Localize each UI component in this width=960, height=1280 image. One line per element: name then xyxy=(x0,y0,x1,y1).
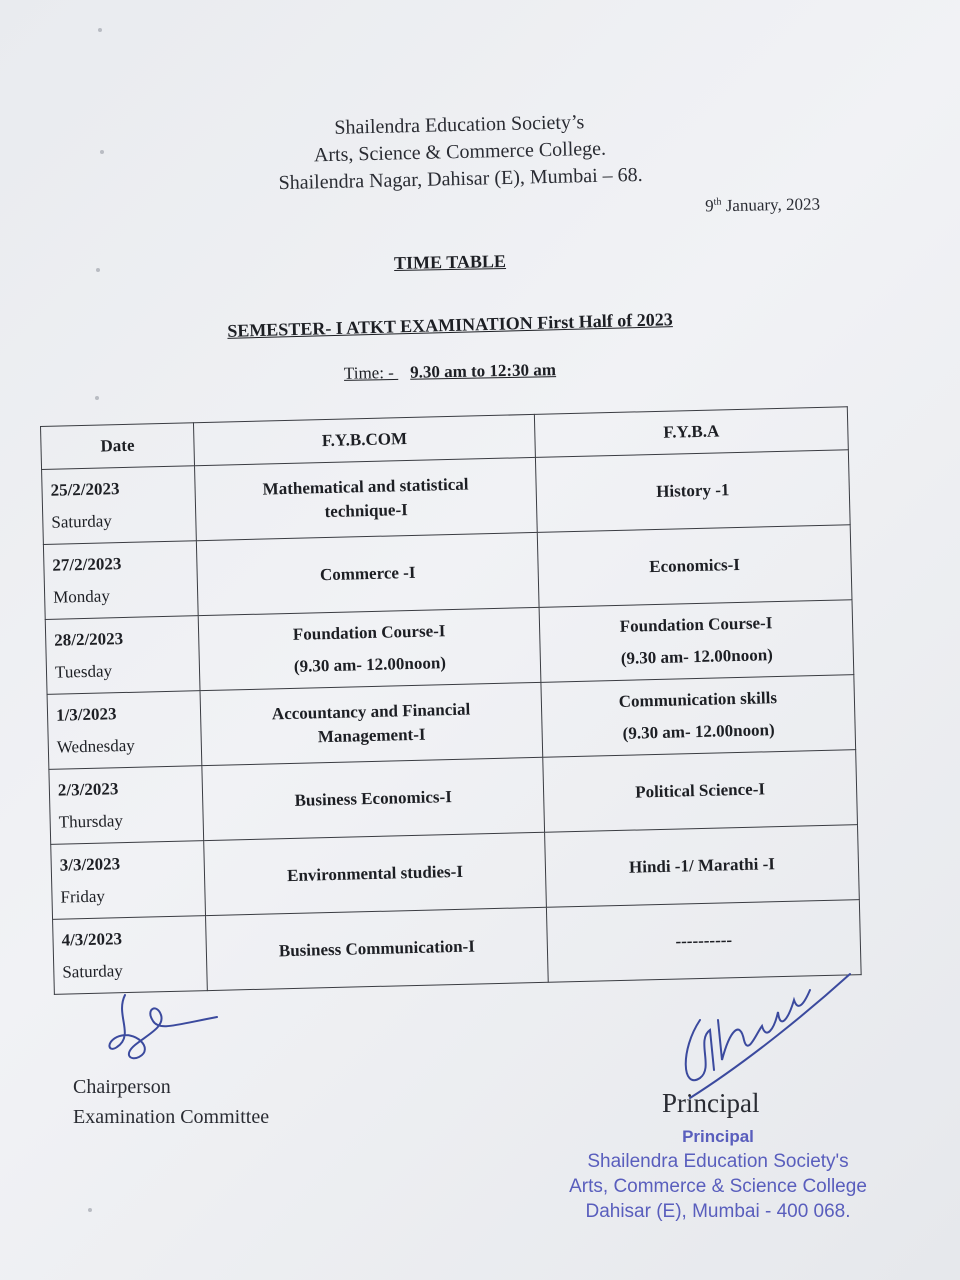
principal-signature xyxy=(670,960,860,1100)
stamp-society: Shailendra Education Society's xyxy=(587,1151,849,1172)
date-cell: 1/3/2023 Wednesday xyxy=(47,691,202,770)
principal-title: Principal xyxy=(662,1088,760,1118)
fyba-subject: ---------- xyxy=(546,900,861,983)
fybcom-subject: Foundation Course-I (9.30 am- 12.00noon) xyxy=(198,607,541,690)
fyba-subject: Foundation Course-I (9.30 am- 12.00noon) xyxy=(539,600,854,683)
signature-stroke xyxy=(686,974,850,1098)
fyba-subject: Political Science-I xyxy=(543,750,858,833)
header-date: Date xyxy=(41,423,195,470)
society-name: Shailendra Education Society’s xyxy=(334,111,585,139)
header-fyba: F.Y.B.A xyxy=(534,407,848,458)
college-name: Arts, Science & Commerce College. xyxy=(313,137,607,167)
fybcom-subject: Accountancy and Financial Management-I xyxy=(200,682,543,765)
chairperson-signature xyxy=(95,985,235,1065)
fyba-subject: Communication skills (9.30 am- 12.00noon) xyxy=(541,675,856,758)
college-stamp xyxy=(548,1124,888,1224)
stamp-title: Principal xyxy=(682,1127,754,1146)
chairperson-title: Chairperson xyxy=(73,1076,171,1098)
paper-speck xyxy=(96,268,100,272)
exam-time xyxy=(300,359,600,384)
fybcom-subject: Mathematical and statistical technique-I xyxy=(195,457,538,540)
stamp-address: Dahisar (E), Mumbai - 400 068. xyxy=(585,1201,851,1222)
college-address: Shailendra Nagar, Dahisar (E), Mumbai – 68. xyxy=(278,163,643,195)
date-cell: 27/2/2023 Monday xyxy=(43,541,198,620)
date-cell: 2/3/2023 Thursday xyxy=(49,766,204,845)
paper-speck xyxy=(88,1208,92,1212)
date-cell: 25/2/2023 Saturday xyxy=(42,466,197,545)
exam-title: SEMESTER- I ATKT EXAMINATION First Half of 2023 xyxy=(227,309,673,341)
fybcom-subject: Business Communication-I xyxy=(206,907,549,990)
fyba-subject: Economics-I xyxy=(537,525,852,608)
issue-date: 9th January, 2023 xyxy=(705,194,821,216)
fybcom-subject: Commerce -I xyxy=(196,532,539,615)
header-fybcom: F.Y.B.COM xyxy=(193,414,535,465)
college-header xyxy=(239,107,681,198)
fyba-subject: Hindi -1/ Marathi -I xyxy=(545,825,860,908)
date-cell: 4/3/2023 Saturday xyxy=(53,916,208,995)
paper-speck xyxy=(95,396,99,400)
date-cell: 28/2/2023 Tuesday xyxy=(45,616,200,695)
fyba-subject: History -1 xyxy=(535,450,850,533)
date-cell: 3/3/2023 Friday xyxy=(51,841,206,920)
time-label: Time: - xyxy=(343,362,395,383)
signature-stroke xyxy=(109,995,217,1058)
stamp-college: Arts, Commerce & Science College xyxy=(569,1176,867,1197)
fybcom-subject: Business Economics-I xyxy=(202,757,545,840)
paper-speck xyxy=(98,28,102,32)
fybcom-subject: Environmental studies-I xyxy=(204,832,547,915)
time-value: 9.30 am to 12:30 am xyxy=(409,360,557,382)
chairperson-block xyxy=(73,1072,269,1132)
committee-name: Examination Committee xyxy=(73,1106,270,1128)
timetable-title: TIME TABLE xyxy=(393,251,507,273)
paper-speck xyxy=(100,150,104,154)
timetable xyxy=(40,406,862,995)
